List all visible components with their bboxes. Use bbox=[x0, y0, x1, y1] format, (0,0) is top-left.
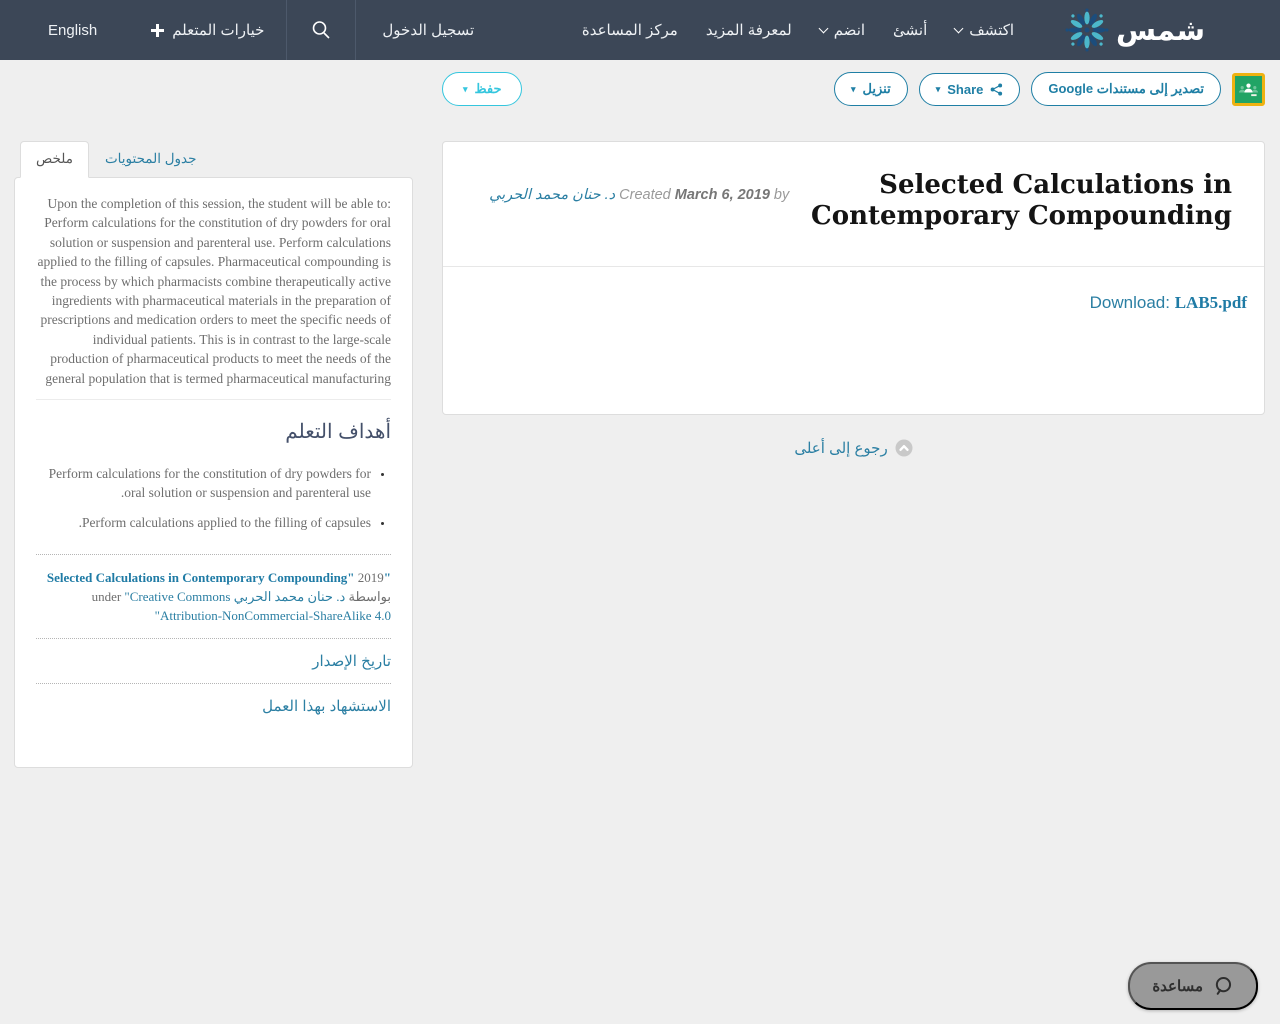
by-label: by bbox=[773, 187, 790, 203]
share-button[interactable] bbox=[919, 73, 1021, 106]
download-line bbox=[460, 293, 1247, 313]
sidebar-tabs bbox=[14, 140, 413, 177]
document-panel bbox=[442, 141, 1265, 415]
action-toolbar bbox=[442, 72, 1265, 106]
cite-work-link[interactable]: الاستشهاد بهذا العمل bbox=[262, 698, 391, 716]
google-classroom-icon bbox=[1238, 82, 1259, 97]
dotted-divider bbox=[36, 554, 391, 555]
download-menu-label: تنزيل bbox=[862, 81, 891, 96]
attribution-text bbox=[36, 568, 391, 625]
caret-down-icon: ▾ bbox=[850, 83, 856, 94]
download-file-link[interactable]: LAB5.pdf bbox=[1174, 293, 1247, 313]
save-button[interactable] bbox=[442, 72, 522, 106]
back-to-top-container bbox=[442, 439, 1265, 457]
download-menu-button[interactable] bbox=[834, 72, 908, 106]
plus-icon bbox=[151, 24, 164, 37]
main-nav bbox=[568, 0, 1028, 60]
nav-label-discover: اكتشف bbox=[969, 22, 1015, 39]
nav-item-learn-more[interactable] bbox=[692, 0, 806, 60]
save-label: حفظ bbox=[474, 81, 502, 96]
attribution-author-link[interactable]: د. حنان محمد الحربي bbox=[233, 589, 346, 605]
divider bbox=[36, 399, 391, 400]
nav-label-join: انضم bbox=[833, 22, 866, 39]
brand-name: شمس bbox=[1116, 12, 1205, 47]
attribution-by-label: بواسطة bbox=[348, 589, 391, 605]
author-link[interactable]: د. حنان محمد الحربي bbox=[489, 187, 616, 203]
nav-label-learn-more: لمعرفة المزيد bbox=[705, 22, 792, 39]
language-switch[interactable] bbox=[48, 0, 129, 60]
back-to-top-link[interactable] bbox=[794, 439, 912, 457]
shms-starburst-icon bbox=[1064, 7, 1110, 53]
document-byline bbox=[473, 182, 789, 208]
help-chat-icon bbox=[1212, 975, 1234, 997]
attribution-year: 2019 bbox=[357, 570, 384, 586]
navbar bbox=[0, 0, 1280, 60]
download-prefix: Download: bbox=[1089, 293, 1170, 313]
side-column bbox=[14, 72, 413, 768]
nav-item-discover[interactable] bbox=[941, 0, 1028, 60]
summary-text: Upon the completion of this session, the student will be able to: Perform calculations for the constitution of dry powders for oral solution or suspension and parenteral use. Perform calculations applied to the filling of capsules. Pharmaceutical compounding is the process by which pharmacists combine therapeutically active ingredients with pharmaceutical materials in the preparation of prescriptions and medication orders to meet the specific needs of individual patients. This is in contrast to the large-scale production of pharmaceutical products to meet the needs of the general population that is termed pharmaceutical manufacturing bbox=[37, 196, 391, 386]
objective-item: • Perform calculations for the constitution of dry powders for oral solution or suspension and parenteral use. bbox=[36, 464, 371, 503]
back-to-top-label: رجوع إلى أعلى bbox=[794, 440, 888, 458]
dotted-divider bbox=[36, 683, 391, 684]
nav-item-join[interactable] bbox=[806, 0, 879, 60]
tab-table-of-contents[interactable]: جدول المحتويات bbox=[104, 151, 197, 166]
arrow-up-circle-icon bbox=[895, 439, 913, 457]
nav-item-create[interactable] bbox=[879, 0, 941, 60]
share-alt-icon bbox=[990, 83, 1003, 96]
main-column bbox=[442, 72, 1265, 457]
learner-options-label: خيارات المتعلم bbox=[172, 22, 265, 39]
created-label: Created bbox=[619, 187, 671, 203]
brand-logo[interactable] bbox=[1064, 0, 1205, 60]
caret-down-icon: ▾ bbox=[935, 83, 941, 94]
objectives-list bbox=[36, 464, 391, 532]
search-icon bbox=[309, 18, 333, 42]
login-link[interactable] bbox=[356, 0, 500, 60]
search-button[interactable] bbox=[287, 0, 356, 60]
document-body bbox=[443, 267, 1264, 414]
tab-summary[interactable]: ملخص bbox=[20, 141, 89, 178]
help-widget-button[interactable] bbox=[1128, 962, 1258, 1010]
help-label: مساعدة bbox=[1152, 978, 1203, 995]
nav-item-help-center[interactable] bbox=[568, 0, 692, 60]
objective-item: • Perform calculations applied to the filling of capsules. bbox=[36, 513, 371, 532]
attribution-under-label: under bbox=[91, 589, 122, 605]
attribution-license-link[interactable]: "Creative Commons Attribution-NonCommercial-ShareAlike 4.0" bbox=[124, 589, 391, 624]
share-label: Share bbox=[947, 81, 984, 97]
page-title: Selected Calculations in Contemporary Compounding bbox=[811, 170, 1232, 232]
language-label: English bbox=[48, 21, 98, 39]
content-layout bbox=[0, 60, 1280, 768]
document-header bbox=[443, 142, 1264, 267]
export-google-docs-label: تصدير إلى مستندات Google bbox=[1048, 81, 1204, 96]
created-date: March 6, 2019 bbox=[674, 187, 770, 203]
learner-options-button[interactable] bbox=[129, 0, 287, 60]
objectives-heading: أهداف التعلم bbox=[285, 421, 391, 444]
caret-down-icon: ▾ bbox=[463, 83, 468, 94]
dotted-divider bbox=[36, 638, 391, 639]
summary-panel bbox=[14, 177, 413, 768]
export-share-group bbox=[834, 72, 1265, 106]
export-google-docs-button[interactable] bbox=[1031, 72, 1221, 106]
release-date-link[interactable]: تاريخ الإصدار bbox=[312, 653, 391, 671]
navbar-spacer bbox=[500, 0, 568, 60]
login-label: تسجيل الدخول bbox=[382, 22, 475, 39]
chevron-down-icon bbox=[818, 23, 828, 33]
chevron-down-icon bbox=[954, 23, 964, 33]
nav-label-help-center: مركز المساعدة bbox=[581, 22, 678, 39]
nav-label-create: أنشئ bbox=[893, 22, 928, 39]
attribution-work-link[interactable]: "Selected Calculations in Contemporary Compounding" bbox=[46, 570, 391, 586]
google-classroom-button[interactable] bbox=[1232, 73, 1265, 106]
